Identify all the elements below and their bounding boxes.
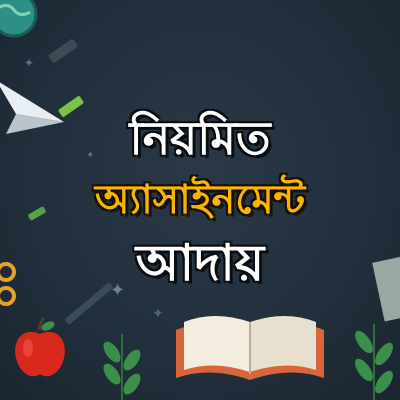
leaf-icon xyxy=(96,326,148,400)
globe-icon xyxy=(0,0,40,40)
headline-line-3: আদায় xyxy=(135,234,265,292)
star-icon: ✦ xyxy=(110,280,126,301)
chalk-icon xyxy=(48,38,78,63)
star-icon: ✦ xyxy=(152,306,164,322)
headline-line-2: অ্যাসাইনমেন্ট xyxy=(94,177,306,223)
headline-line-1: নিয়মিত xyxy=(129,111,271,165)
open-book-icon xyxy=(170,308,330,386)
star-icon: ✦ xyxy=(86,150,95,161)
apple-icon xyxy=(10,316,70,382)
star-icon: ✦ xyxy=(24,56,35,70)
leaf-icon xyxy=(346,318,400,400)
